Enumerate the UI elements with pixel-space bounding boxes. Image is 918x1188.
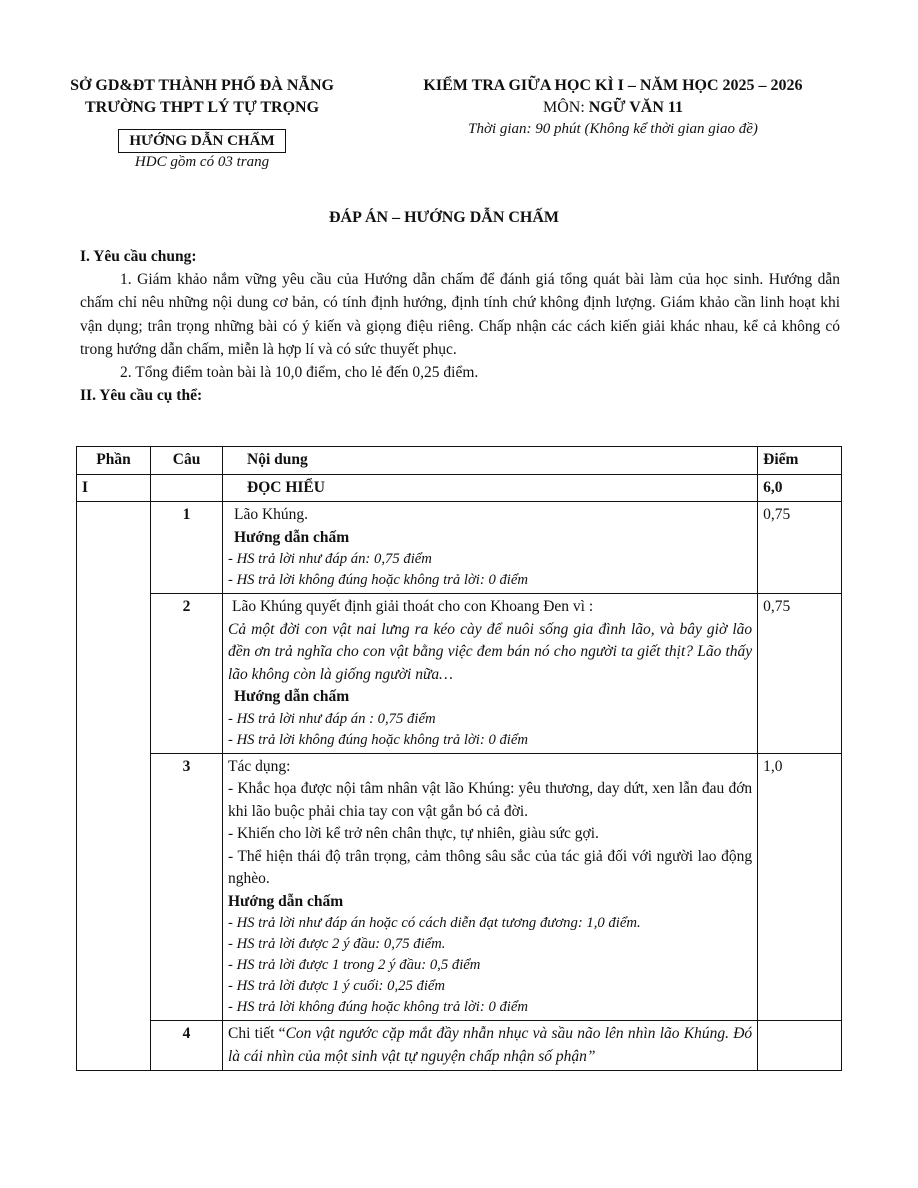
question-content bbox=[223, 753, 758, 1021]
section-name: ĐỌC HIỂU bbox=[223, 474, 758, 502]
q1-guide-heading: Hướng dẫn chấm bbox=[234, 528, 350, 546]
document-type-box: HƯỚNG DẪN CHẤM bbox=[118, 129, 285, 153]
q2-guide-2: - HS trả lời không đúng hoặc không trả lời: 0 điểm bbox=[228, 731, 529, 748]
time-note: Thời gian: 90 phút (Không kể thời gian giao đề) bbox=[468, 121, 758, 137]
section-score: 6,0 bbox=[758, 474, 842, 502]
header-score: Điểm bbox=[758, 447, 842, 475]
q1-guide-1: - HS trả lời như đáp án: 0,75 điểm bbox=[228, 551, 432, 567]
question-score bbox=[758, 1021, 842, 1071]
q3-point-2: - Khiến cho lời kể trở nên chân thực, tự nhiên, giàu sức gợi. bbox=[228, 825, 599, 842]
question-content bbox=[223, 594, 758, 754]
question-content bbox=[223, 1021, 758, 1071]
q3-intro: Tác dụng: bbox=[228, 757, 291, 775]
general-section bbox=[80, 245, 840, 407]
header-left bbox=[40, 76, 364, 173]
document-title: ĐÁP ÁN – HƯỚNG DẪN CHẤM bbox=[328, 209, 560, 226]
table-row-q3 bbox=[77, 753, 842, 1021]
subject-line bbox=[372, 98, 854, 120]
question-score: 0,75 bbox=[758, 594, 842, 754]
grading-table bbox=[76, 446, 842, 1071]
q4-quote: Con vật ngước cặp mắt đầy nhẫn nhục và sầu não lên nhìn lão Khúng. Đó là cái nhìn của một sinh vật tự nguyện chấp nhận số phận” bbox=[228, 1025, 753, 1065]
q2-guide-1: - HS trả lời như đáp án : 0,75 điểm bbox=[228, 710, 436, 727]
header-content: Nội dung bbox=[223, 447, 758, 475]
q1-answer: Lão Khúng. bbox=[234, 506, 309, 523]
school-name: TRƯỜNG THPT LÝ TỰ TRỌNG bbox=[84, 99, 320, 116]
part-cell bbox=[77, 502, 151, 1071]
question-number: 4 bbox=[151, 1021, 223, 1071]
table-header-row bbox=[77, 447, 842, 475]
header-question: Câu bbox=[151, 447, 223, 475]
header-right bbox=[372, 76, 854, 140]
department-name: SỞ GD&ĐT THÀNH PHỐ ĐÀ NẴNG bbox=[70, 77, 334, 94]
q2-quote: Cả một đời con vật nai lưng ra kéo cày để nuôi sống gia đình lão, và bây giờ lão đền ơn trả nghĩa cho con vật bằng việc đem bán nó cho người ta giết thịt? Lão thấy lão không còn là giống người nữa… bbox=[228, 620, 753, 683]
section-question bbox=[151, 474, 223, 502]
section-row bbox=[77, 474, 842, 502]
question-score: 0,75 bbox=[758, 502, 842, 594]
q2-guide-heading: Hướng dẫn chấm bbox=[234, 688, 350, 705]
question-content bbox=[223, 502, 758, 594]
table-row-q4 bbox=[77, 1021, 842, 1071]
question-number: 2 bbox=[151, 594, 223, 754]
q3-guide-4: - HS trả lời được 1 ý cuối: 0,25 điểm bbox=[228, 978, 446, 994]
q3-guide-3: - HS trả lời được 1 trong 2 ý đầu: 0,5 điểm bbox=[228, 957, 481, 973]
subject-prefix: MÔN: bbox=[542, 99, 589, 116]
q3-guide-2: - HS trả lời được 2 ý đầu: 0,75 điểm. bbox=[228, 936, 446, 952]
header-part: Phần bbox=[77, 447, 151, 475]
q4-intro: Chi tiết “ bbox=[228, 1025, 286, 1042]
exam-title: KIỂM TRA GIỮA HỌC KÌ I – NĂM HỌC 2025 – 2026 bbox=[423, 77, 803, 94]
general-paragraph-1: 1. Giám khảo nắm vững yêu cầu của Hướng dẫn chấm để đánh giá tổng quát bài làm của học sinh. Hướng dẫn chấm chỉ nêu những nội dung cơ bản, có tính định hướng, định tính chứ không định lượng. Giám khảo cần linh hoạt khi vận dụng; trân trọng những bài có ý kiến và giọng điệu riêng. Chấp nhận các cách kiến giải khác nhau, kể cả không có trong hướng dẫn chấm, miễn là hợp lí và có sức thuyết phục. bbox=[80, 271, 840, 358]
subject-name: NGỮ VĂN 11 bbox=[588, 99, 683, 116]
general-heading: I. Yêu cầu chung: bbox=[80, 248, 197, 265]
table-row-q1 bbox=[77, 502, 842, 594]
q3-point-1: - Khắc họa được nội tâm nhân vật lão Khúng: yêu thương, day dứt, xen lẫn đau đớn khi lão buộc phải chia tay con vật gắn bó cả đời. bbox=[228, 780, 753, 820]
q1-guide-2: - HS trả lời không đúng hoặc không trả lời: 0 điểm bbox=[228, 572, 529, 588]
question-score: 1,0 bbox=[758, 753, 842, 1021]
question-number: 1 bbox=[151, 502, 223, 594]
general-paragraph-2: 2. Tổng điểm toàn bài là 10,0 điểm, cho lẻ đến 0,25 điểm. bbox=[120, 364, 479, 382]
page-count-note: HDC gồm có 03 trang bbox=[134, 154, 270, 170]
q3-point-3: - Thể hiện thái độ trân trọng, cảm thông sâu sắc của tác giả đối với người lao động nghèo. bbox=[228, 847, 753, 887]
section-part: I bbox=[77, 474, 151, 502]
q3-guide-heading: Hướng dẫn chấm bbox=[228, 892, 344, 910]
table-row-q2 bbox=[77, 594, 842, 754]
q3-guide-1: - HS trả lời như đáp án hoặc có cách diễn đạt tương đương: 1,0 điểm. bbox=[228, 915, 641, 931]
q3-guide-5: - HS trả lời không đúng hoặc không trả lời: 0 điểm bbox=[228, 999, 529, 1015]
q2-intro: Lão Khúng quyết định giải thoát cho con Khoang Đen vì : bbox=[232, 598, 594, 615]
specific-heading: II. Yêu cầu cụ thể: bbox=[80, 387, 203, 405]
question-number: 3 bbox=[151, 753, 223, 1021]
